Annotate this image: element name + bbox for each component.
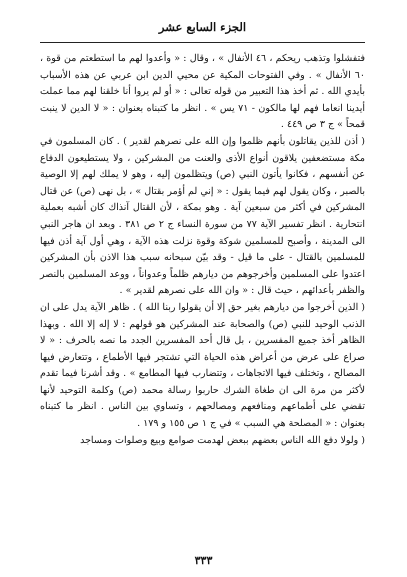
running-header: الجزء السابع عشر bbox=[158, 20, 247, 34]
paragraph-1: فتفشلوا وتذهب ريحكم ، ٤٦ الأنفال » ، وقال : « وأعدوا لهم ما استطعتم من قوة ، ٦٠ الأنفال » . وفي الفتوحات المكية عن محيي الدين ابن عربي عن هذه الأسباب بأيدي الله . ثم أخذ هذا التعبير من قوله تعالى : « أو لم يروا أنا خلقنا لهم مما عملت أيدينا انعاما فهم لها مالكون - ٧١ يس » . انظر ما كتبناه بعنوان : « لا الدين لا ينبت قمحاً » ج ٣ ص ٤٤٩ . bbox=[40, 53, 365, 131]
paragraph-4: ( ولولا دفع الله الناس بعضهم ببعض لهدمت صوامع وبيع وصلوات ومساجد bbox=[80, 434, 365, 446]
page-body bbox=[40, 51, 365, 449]
paragraph-2: ( أذن للذين يقاتلون بأنهم ظلموا وإن الله على نصرهم لقدير ) . كان المسلمون في مكة مستضعفين يلاقون أنواع الأذى والعنت من المشركين ، ولا يستطيعون الدفاع عن أنفسهم ، فكانوا يأتون النبي (ص) ويتظلمون إليه ، وهو لا يملك لهم إلا الوصية بالصبر ، وكان يقول لهم فيما يقول : « إني لم أؤمر بقتال » ، بل نهى (ص) عن قتال المشركين في أكثر من سبعين آية . وهو بمكة ، لأن القتال آنذاك كان أشبه بعملية انتحارية . انظر تفسير الآية ٧٧ من سورة النساء ج ٢ ص ٣٨١ . وبعد ان هاجر النبي الى المدينة ، وأصبح للمسلمين شوكة وقوة نزلت هذه الآية ، وهي أول آية أذن فيها للمسلمين بالقتال - على ما قيل - وقد بيّن سبحانه سبب هذا الاذن بأن المشركين اعتدوا على المسلمين وأخرجوهم من ديارهم ظلماً وعدواناً ، ووعد المسلمين بالنصر والظفر بأعدائهم ، حيث قال : « وان الله على نصرهم لقدير » . bbox=[40, 135, 365, 297]
paragraph-3: ( الذين أخرجوا من ديارهم بغير حق إلا أن يقولوا ربنا الله ) . ظاهر الآية يدل على ان الذنب الوحيد للنبي (ص) والصحابة عند المشركين هو قولهم : لا إله إلا الله . وبهذا الظاهر أخذ جميع المفسرين ، بل قال أحد المفسرين الجدد ما نصه بالحرف : « لا صراع على عرض من أعراض هذه الحياة التي تشتجر فيها الأطماع ، وتتعارض فيها المصالح ، وتختلف فيها الاتجاهات ، وتتضارب فيها المطامع » . وقد أشرنا فيما تقدم لأكثر من مرة الى ان طغاة الشرك حاربوا رسالة محمد (ص) وكلمة التوحيد لأنها تقضي على أطماعهم ومنافعهم ومصالحهم ، وتساوي بين الناس . انظر ما كتبناه بعنوان : « المصلحة هي السبب » في ج ١ ص ١٥٥ و ١٧٩ . bbox=[40, 301, 365, 430]
page-number: ٣٣٣ bbox=[194, 554, 213, 567]
header-rule bbox=[40, 42, 365, 43]
